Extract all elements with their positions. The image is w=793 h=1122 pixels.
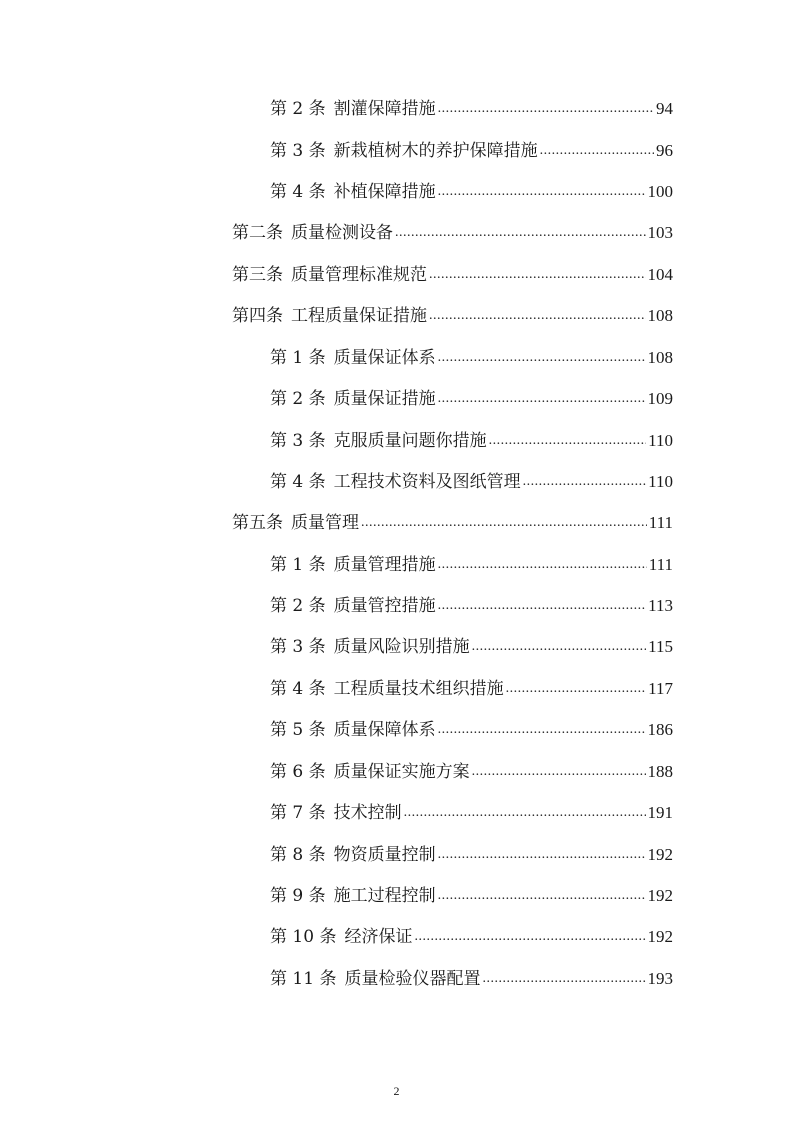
toc-entry-title: 质量管控措施: [333, 596, 436, 616]
toc-entry-page: 103: [647, 223, 673, 242]
page-number: 2: [393, 1084, 400, 1098]
toc-entry[interactable]: [270, 343, 673, 369]
toc-entry-number: 第三条: [232, 265, 283, 285]
toc-entry-page: 117: [648, 679, 673, 698]
toc-entry-number: 第 3 条: [270, 431, 326, 451]
toc-entry-number: 第 5 条: [270, 720, 326, 740]
toc-entry[interactable]: [270, 674, 673, 700]
toc-entry[interactable]: [232, 508, 673, 534]
toc-entry-page: 110: [648, 472, 673, 491]
toc-entry-title: 质量保证措施: [333, 389, 436, 409]
toc-entry-title: 技术控制: [333, 803, 402, 823]
toc-entry-page: 110: [648, 431, 673, 450]
toc-leader-dots: [489, 433, 647, 452]
toc-leader-dots: [523, 474, 647, 493]
toc-entry-page: 111: [648, 513, 673, 532]
toc-entry-page: 192: [647, 845, 673, 864]
toc-entry-title: 工程质量保证措施: [291, 306, 427, 326]
toc-entry-title: 施工过程控制: [333, 886, 436, 906]
toc-entry[interactable]: [270, 136, 673, 162]
toc-entry[interactable]: [270, 715, 673, 741]
toc-entry-number: 第 4 条: [270, 472, 326, 492]
toc-entry-title: 质量管理: [291, 513, 359, 533]
toc-entry-number: 第 2 条: [270, 596, 326, 616]
toc-entry[interactable]: [270, 798, 673, 824]
toc-entry-title: 物资质量控制: [333, 845, 436, 865]
toc-entry[interactable]: [270, 94, 673, 120]
toc-entry[interactable]: [270, 964, 673, 990]
toc-entry-number: 第 3 条: [270, 141, 326, 161]
toc-entry[interactable]: [270, 550, 673, 576]
toc-entry-page: 109: [647, 389, 673, 408]
toc-entry[interactable]: [270, 840, 673, 866]
toc-leader-dots: [472, 764, 646, 783]
toc-entry-page: 111: [648, 555, 673, 574]
toc-entry-title: 工程质量技术组织措施: [333, 679, 504, 699]
toc-entry-number: 第 10 条: [270, 927, 337, 947]
toc-leader-dots: [540, 143, 654, 162]
toc-entry-page: 100: [647, 182, 673, 201]
toc-entry-title: 质量检测设备: [291, 223, 393, 243]
toc-entry-title: 质量保障体系: [333, 720, 436, 740]
toc-entry-page: 193: [647, 969, 673, 988]
toc-leader-dots: [438, 598, 647, 617]
toc-entry-number: 第 2 条: [270, 389, 326, 409]
toc-leader-dots: [482, 971, 645, 990]
toc-entry-number: 第 9 条: [270, 886, 326, 906]
toc-entry[interactable]: [270, 177, 673, 203]
toc-leader-dots: [404, 805, 646, 824]
toc-entry-title: 克服质量问题你措施: [333, 431, 487, 451]
toc-entry-page: 115: [648, 637, 673, 656]
toc-leader-dots: [438, 847, 646, 866]
toc-entry-title: 新栽植树木的养护保障措施: [333, 141, 538, 161]
toc-leader-dots: [438, 101, 654, 120]
toc-entry[interactable]: [270, 881, 673, 907]
toc-entry-title: 质量管理标准规范: [291, 265, 427, 285]
toc-entry-number: 第 3 条: [270, 637, 326, 657]
toc-leader-dots: [506, 681, 647, 700]
toc-entry[interactable]: [270, 757, 673, 783]
toc-leader-dots: [414, 929, 645, 948]
toc-leader-dots: [438, 888, 646, 907]
toc-entry-page: 113: [648, 596, 673, 615]
toc-entry-title: 补植保障措施: [333, 182, 436, 202]
toc-entry-page: 192: [647, 927, 673, 946]
toc-entry-number: 第 8 条: [270, 845, 326, 865]
toc-entry-page: 94: [656, 99, 673, 118]
toc-entry-title: 质量保证实施方案: [333, 762, 470, 782]
toc-entry-page: 96: [656, 141, 673, 160]
toc-entry[interactable]: [270, 591, 673, 617]
toc-entry-number: 第 7 条: [270, 803, 326, 823]
toc-leader-dots: [429, 308, 646, 327]
toc-leader-dots: [361, 515, 647, 534]
toc-entry-title: 质量检验仪器配置: [344, 969, 481, 989]
toc-entry-number: 第五条: [232, 513, 283, 533]
toc-entry-page: 186: [647, 720, 673, 739]
toc-leader-dots: [438, 350, 646, 369]
toc-entry[interactable]: [270, 426, 673, 452]
toc-entry-number: 第 6 条: [270, 762, 326, 782]
toc-entry[interactable]: [270, 632, 673, 658]
toc-entry[interactable]: [232, 218, 673, 244]
toc-entry-page: 192: [647, 886, 673, 905]
toc-entry[interactable]: [270, 467, 673, 493]
toc-entry-title: 质量风险识别措施: [333, 637, 470, 657]
toc-entry-title: 割灌保障措施: [333, 99, 436, 119]
toc-entry-page: 108: [647, 306, 673, 325]
toc-entry-page: 191: [647, 803, 673, 822]
toc-entry-number: 第 1 条: [270, 348, 326, 368]
toc-entry-number: 第 4 条: [270, 182, 326, 202]
toc-leader-dots: [438, 557, 647, 576]
toc-entry-title: 质量管理措施: [333, 555, 436, 575]
toc-entry[interactable]: [232, 260, 673, 286]
toc-leader-dots: [429, 267, 646, 286]
toc-entry-number: 第四条: [232, 306, 283, 326]
toc-entry-number: 第二条: [232, 223, 283, 243]
toc-leader-dots: [438, 722, 646, 741]
toc-entry[interactable]: [232, 301, 673, 327]
toc-leader-dots: [395, 225, 646, 244]
toc-entry-page: 108: [647, 348, 673, 367]
toc-entry-page: 104: [647, 265, 673, 284]
toc-entry-number: 第 1 条: [270, 555, 326, 575]
toc-entry-title: 工程技术资料及图纸管理: [333, 472, 521, 492]
toc-leader-dots: [438, 391, 646, 410]
toc-entry-number: 第 4 条: [270, 679, 326, 699]
toc-entry-title: 质量保证体系: [333, 348, 436, 368]
toc-entry[interactable]: [270, 922, 673, 948]
toc-entry-number: 第 2 条: [270, 99, 326, 119]
toc-leader-dots: [438, 184, 646, 203]
toc-entry-number: 第 11 条: [270, 969, 337, 989]
toc-entry[interactable]: [270, 384, 673, 410]
toc-leader-dots: [472, 639, 647, 658]
toc-entry-title: 经济保证: [344, 927, 413, 947]
toc-entry-page: 188: [647, 762, 673, 781]
